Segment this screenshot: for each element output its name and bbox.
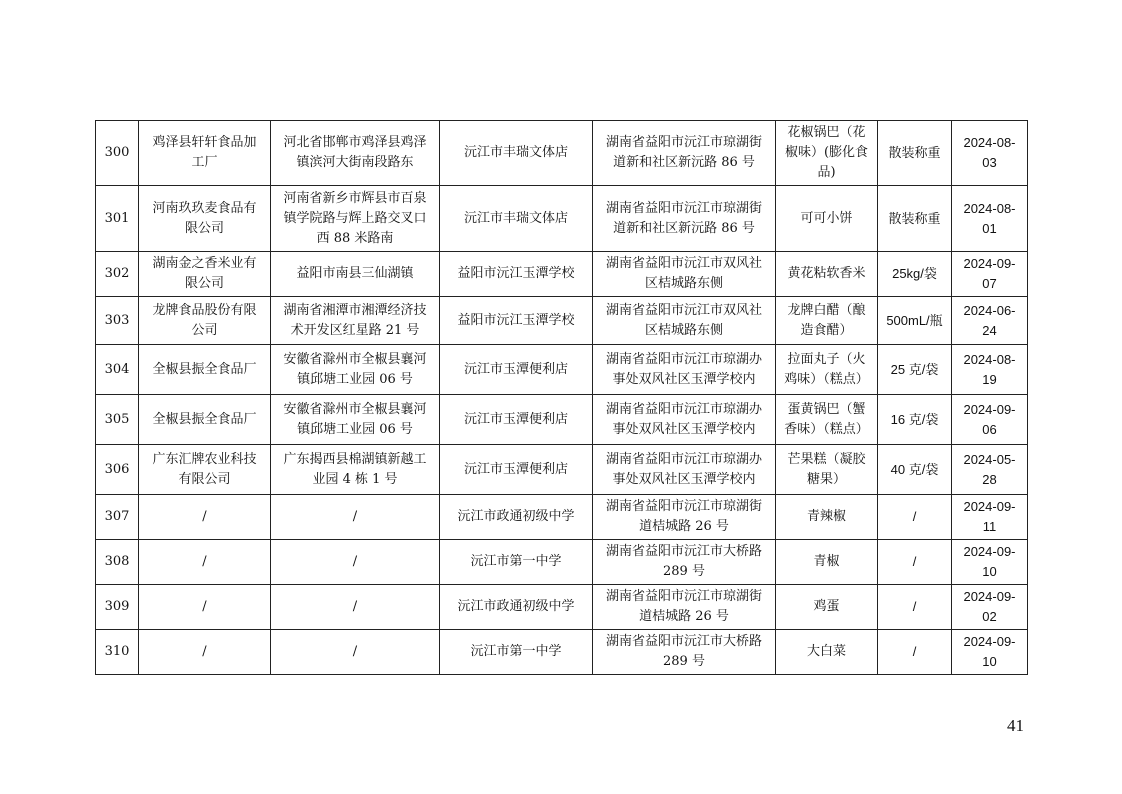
product-name-cell: 芒果糕（凝胶糖果） <box>776 445 878 495</box>
date-cell: 2024-05-28 <box>952 445 1028 495</box>
seller-address-cell: 湖南省益阳市沅江市琼湖街道桔城路 26 号 <box>593 585 776 630</box>
product-name-cell: 青辣椒 <box>776 495 878 540</box>
table-row <box>96 630 1028 675</box>
row-number-cell: 307 <box>96 495 139 540</box>
table-row <box>96 395 1028 445</box>
row-number-cell: 303 <box>96 297 139 345</box>
table-row <box>96 252 1028 297</box>
spec-cell: 25 克/袋 <box>878 345 952 395</box>
spec-cell: 散装称重 <box>878 186 952 252</box>
date-cell: 2024-06-24 <box>952 297 1028 345</box>
date-cell: 2024-08-19 <box>952 345 1028 395</box>
seller-cell: 沅江市第一中学 <box>440 630 593 675</box>
row-number-cell: 302 <box>96 252 139 297</box>
table-row <box>96 186 1028 252</box>
date-cell: 2024-09-10 <box>952 630 1028 675</box>
spec-cell: 500mL/瓶 <box>878 297 952 345</box>
spec-cell: 40 克/袋 <box>878 445 952 495</box>
producer-cell: / <box>139 495 271 540</box>
producer-address-cell: 安徽省滁州市全椒县襄河镇邱塘工业园 06 号 <box>271 395 440 445</box>
producer-cell: 湖南金之香米业有限公司 <box>139 252 271 297</box>
page-number: 41 <box>1007 716 1024 735</box>
spec-cell: / <box>878 495 952 540</box>
row-number-cell: 308 <box>96 540 139 585</box>
spec-cell: / <box>878 630 952 675</box>
producer-address-cell: / <box>271 630 440 675</box>
product-name-cell: 大白菜 <box>776 630 878 675</box>
date-cell: 2024-09-07 <box>952 252 1028 297</box>
producer-cell: 全椒县振全食品厂 <box>139 345 271 395</box>
seller-address-cell: 湖南省益阳市沅江市琼湖办事处双风社区玉潭学校内 <box>593 345 776 395</box>
producer-address-cell: 湖南省湘潭市湘潭经济技术开发区红星路 21 号 <box>271 297 440 345</box>
date-cell: 2024-09-10 <box>952 540 1028 585</box>
seller-address-cell: 湖南省益阳市沅江市琼湖街道新和社区新沅路 86 号 <box>593 121 776 186</box>
seller-cell: 沅江市玉潭便利店 <box>440 345 593 395</box>
producer-address-cell: 河南省新乡市辉县市百泉镇学院路与辉上路交叉口西 88 米路南 <box>271 186 440 252</box>
seller-address-cell: 湖南省益阳市沅江市大桥路 289 号 <box>593 540 776 585</box>
seller-cell: 沅江市玉潭便利店 <box>440 395 593 445</box>
table-row <box>96 345 1028 395</box>
producer-cell: 广东汇牌农业科技有限公司 <box>139 445 271 495</box>
product-name-cell: 蛋黄锅巴（蟹香味）（糕点） <box>776 395 878 445</box>
seller-address-cell: 湖南省益阳市沅江市琼湖街道新和社区新沅路 86 号 <box>593 186 776 252</box>
product-name-cell: 黄花粘软香米 <box>776 252 878 297</box>
seller-cell: 沅江市玉潭便利店 <box>440 445 593 495</box>
table-row <box>96 585 1028 630</box>
spec-cell: / <box>878 540 952 585</box>
row-number-cell: 305 <box>96 395 139 445</box>
table-row <box>96 121 1028 186</box>
seller-address-cell: 湖南省益阳市沅江市双风社区桔城路东侧 <box>593 252 776 297</box>
product-name-cell: 青椒 <box>776 540 878 585</box>
seller-address-cell: 湖南省益阳市沅江市琼湖办事处双风社区玉潭学校内 <box>593 445 776 495</box>
product-name-cell: 鸡蛋 <box>776 585 878 630</box>
product-name-cell: 龙牌白醋（酿造食醋） <box>776 297 878 345</box>
seller-cell: 沅江市政通初级中学 <box>440 495 593 540</box>
producer-cell: / <box>139 585 271 630</box>
producer-cell: / <box>139 540 271 585</box>
row-number-cell: 309 <box>96 585 139 630</box>
seller-cell: 沅江市丰瑞文体店 <box>440 121 593 186</box>
producer-cell: 龙牌食品股份有限公司 <box>139 297 271 345</box>
row-number-cell: 300 <box>96 121 139 186</box>
producer-address-cell: / <box>271 495 440 540</box>
table-row <box>96 540 1028 585</box>
producer-address-cell: 河北省邯郸市鸡泽县鸡泽镇滨河大街南段路东 <box>271 121 440 186</box>
table-row <box>96 445 1028 495</box>
table-body <box>96 121 1028 675</box>
producer-cell: 河南玖玖麦食品有限公司 <box>139 186 271 252</box>
producer-cell: 鸡泽县轩轩食品加工厂 <box>139 121 271 186</box>
spec-cell: 16 克/袋 <box>878 395 952 445</box>
producer-cell: / <box>139 630 271 675</box>
seller-cell: 益阳市沅江玉潭学校 <box>440 297 593 345</box>
producer-address-cell: / <box>271 585 440 630</box>
table-row <box>96 297 1028 345</box>
row-number-cell: 304 <box>96 345 139 395</box>
date-cell: 2024-09-11 <box>952 495 1028 540</box>
seller-cell: 沅江市政通初级中学 <box>440 585 593 630</box>
spec-cell: / <box>878 585 952 630</box>
seller-cell: 益阳市沅江玉潭学校 <box>440 252 593 297</box>
producer-cell: 全椒县振全食品厂 <box>139 395 271 445</box>
product-name-cell: 花椒锅巴（花椒味）(膨化食品) <box>776 121 878 186</box>
seller-address-cell: 湖南省益阳市沅江市双风社区桔城路东侧 <box>593 297 776 345</box>
seller-address-cell: 湖南省益阳市沅江市大桥路 289 号 <box>593 630 776 675</box>
date-cell: 2024-09-02 <box>952 585 1028 630</box>
producer-address-cell: 安徽省滁州市全椒县襄河镇邱塘工业园 06 号 <box>271 345 440 395</box>
seller-address-cell: 湖南省益阳市沅江市琼湖街道桔城路 26 号 <box>593 495 776 540</box>
date-cell: 2024-09-06 <box>952 395 1028 445</box>
table-row <box>96 495 1028 540</box>
inspection-table <box>95 120 1028 675</box>
seller-cell: 沅江市丰瑞文体店 <box>440 186 593 252</box>
spec-cell: 散装称重 <box>878 121 952 186</box>
row-number-cell: 306 <box>96 445 139 495</box>
product-name-cell: 可可小饼 <box>776 186 878 252</box>
seller-cell: 沅江市第一中学 <box>440 540 593 585</box>
producer-address-cell: 广东揭西县棉湖镇新越工业园 4 栋 1 号 <box>271 445 440 495</box>
product-name-cell: 拉面丸子（火鸡味）（糕点） <box>776 345 878 395</box>
date-cell: 2024-08-03 <box>952 121 1028 186</box>
seller-address-cell: 湖南省益阳市沅江市琼湖办事处双风社区玉潭学校内 <box>593 395 776 445</box>
producer-address-cell: 益阳市南县三仙湖镇 <box>271 252 440 297</box>
producer-address-cell: / <box>271 540 440 585</box>
row-number-cell: 301 <box>96 186 139 252</box>
date-cell: 2024-08-01 <box>952 186 1028 252</box>
spec-cell: 25kg/袋 <box>878 252 952 297</box>
row-number-cell: 310 <box>96 630 139 675</box>
